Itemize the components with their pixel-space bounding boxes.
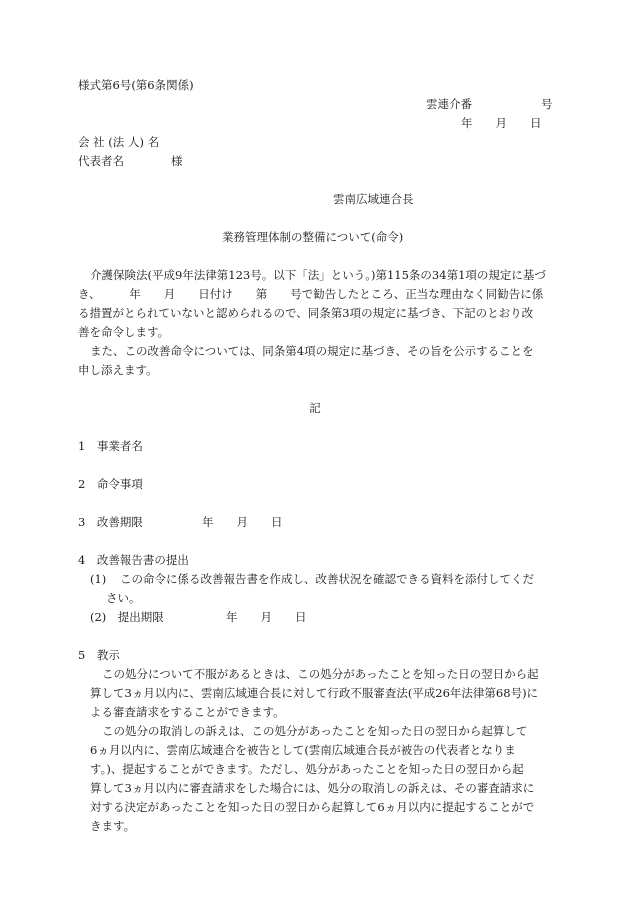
issuer-name: 雲南広域連合長: [333, 192, 414, 206]
body-line: また、この改善命令については、同条第4項の規定に基づき、その旨を公示することを: [90, 344, 534, 358]
body-line: 申し添えます。: [78, 363, 158, 377]
teaching-line: 算して3ヵ月以内に、雲南広域連合長に対して行政不服審査法(平成26年法律第68号)に: [90, 686, 539, 700]
body-line: 介護保険法(平成9年法律第123号。以下「法」という。)第115条の34第1項の規定に基づ: [90, 268, 546, 282]
teaching-line: す。)、提起することができます。ただし、処分があったことを知った日の翌日から起: [90, 762, 524, 776]
teaching-line: 対する決定があったことを知った日の翌日から起算して6ヵ月以内に提起することがで: [90, 800, 535, 814]
item-teaching: 5 教示: [78, 648, 120, 662]
item-business-name: 1 事業者名: [78, 439, 143, 453]
recipient-company: 会 社 (法 人) 名: [78, 135, 160, 149]
body-line: 善を命令します。: [78, 325, 170, 339]
item-report-sub1-line: この命令に係る改善報告書を作成し、改善状況を確認できる資料を添付してくだ: [120, 572, 534, 586]
item-order: 2 命令事項: [78, 477, 143, 491]
teaching-line: 算して3ヵ月以内に審査請求をした場合には、処分の取消しの訴えは、その審査請求に: [90, 781, 535, 795]
teaching-line: きます。: [90, 819, 136, 833]
teaching-line: よる審査請求をすることができます。: [90, 705, 285, 719]
issue-date: 年 月 日: [461, 116, 542, 130]
document-number: 雲連介番 号: [426, 97, 553, 111]
body-line: る措置がとられていないと認められるので、同条第3項の規定に基づき、下記のとおり改: [78, 306, 534, 320]
item-report-sub1-number: (1): [90, 572, 107, 586]
ki-heading: 記: [309, 401, 321, 415]
recipient-honorific: 様: [171, 154, 183, 168]
item-deadline-label: 3 改善期限: [78, 515, 143, 529]
body-line: き、 年 月 日付け 第 号で勧告したところ、正当な理由なく同勧告に係: [78, 287, 544, 301]
item-report: 4 改善報告書の提出: [78, 553, 189, 567]
item-report-sub2-date: 年 月 日: [226, 610, 307, 624]
teaching-line: この処分について不服があるときは、この処分があったことを知った日の翌日から起: [102, 667, 539, 681]
item-deadline-date: 年 月 日: [202, 515, 283, 529]
teaching-line: この処分の取消しの訴えは、この処分があったことを知った日の翌日から起算して: [102, 724, 528, 738]
form-id: 様式第6号(第6条関係): [78, 78, 194, 92]
item-report-sub2-label: (2) 提出期限: [90, 610, 164, 624]
document-title: 業務管理体制の整備について(命令): [222, 230, 404, 244]
recipient-representative: 代表者名: [78, 154, 124, 168]
item-report-sub1-line: さい。: [106, 591, 141, 605]
teaching-line: 6ヵ月以内に、雲南広域連合を被告として(雲南広域連合長が被告の代表者となりま: [90, 743, 516, 757]
